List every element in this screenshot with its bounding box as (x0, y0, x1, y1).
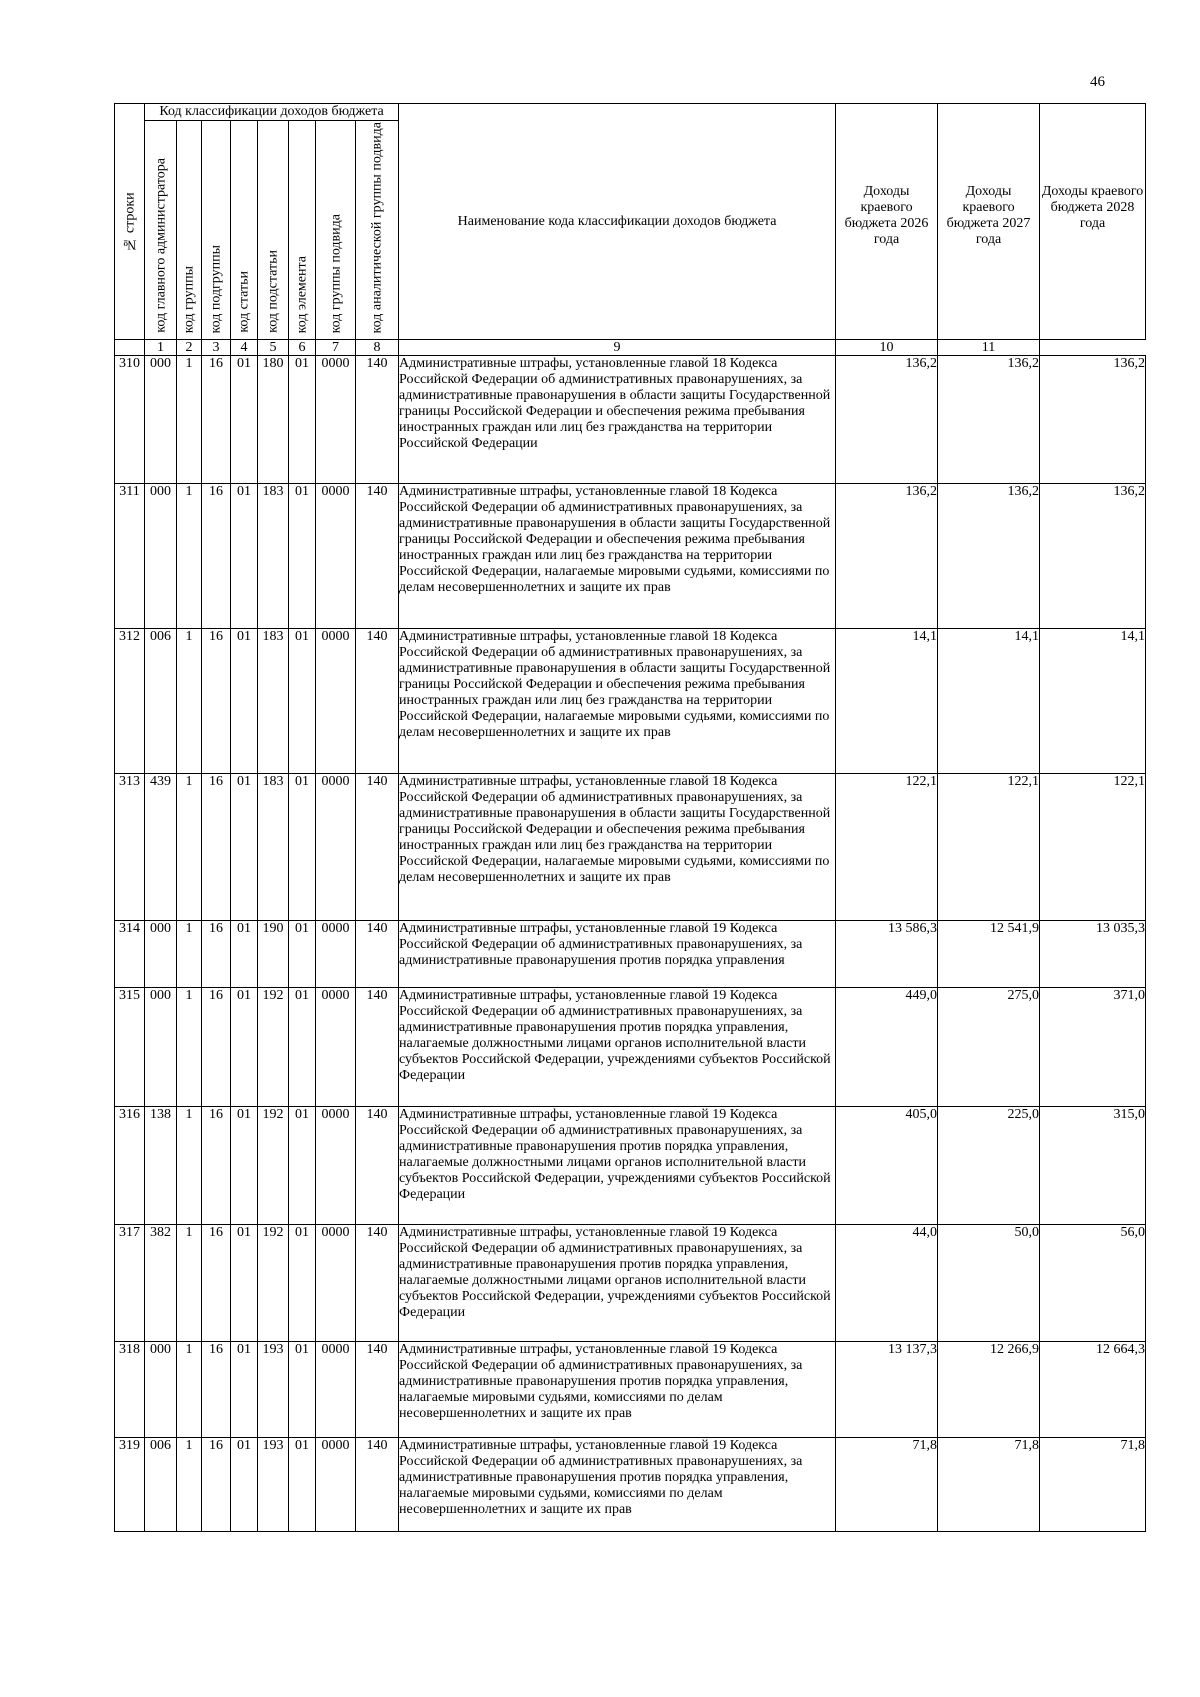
table-row (115, 1438, 1146, 1532)
code-cell: 01 (231, 774, 258, 921)
code-column-header-label: код группы (181, 265, 197, 333)
code-cell: 140 (356, 988, 399, 1107)
classification-code-group-header: Код классификации доходов бюджета (145, 104, 399, 121)
column-number: 8 (356, 340, 399, 356)
code-column-header (356, 121, 399, 340)
income-2028-cell: 71,8 (1040, 1438, 1146, 1532)
code-cell: 0000 (316, 774, 356, 921)
code-cell: 01 (289, 1107, 316, 1225)
code-cell: 16 (202, 774, 231, 921)
income-2026-cell: 44,0 (836, 1225, 938, 1342)
income-2027-cell: 12 541,9 (938, 921, 1040, 988)
code-cell: 16 (202, 356, 231, 484)
column-number: 3 (202, 340, 231, 356)
row-number-header: № строки (115, 104, 145, 340)
income-2027-cell: 14,1 (938, 629, 1040, 774)
code-cell: 1 (177, 1438, 202, 1532)
code-name-cell: Административные штрафы, установленные главой 19 Кодекса Российской Федерации об административных правонарушениях, за административные правонарушения против порядка управления, налагаемые мировыми судьями, комиссиями по делам несовершеннолетних и защите их прав (399, 1438, 836, 1532)
column-number: 5 (258, 340, 289, 356)
column-number: 2 (177, 340, 202, 356)
code-cell: 01 (289, 629, 316, 774)
code-cell: 140 (356, 356, 399, 484)
income-2027-cell: 50,0 (938, 1225, 1040, 1342)
income-2026-cell: 13 586,3 (836, 921, 938, 988)
income-2026-cell: 136,2 (836, 356, 938, 484)
code-cell: 01 (231, 484, 258, 629)
income-2026-cell: 405,0 (836, 1107, 938, 1225)
code-cell: 01 (289, 1225, 316, 1342)
column-number: 9 (399, 340, 836, 356)
code-cell: 0000 (316, 1107, 356, 1225)
row-number-cell: 319 (115, 1438, 145, 1532)
code-cell: 16 (202, 629, 231, 774)
code-cell: 193 (258, 1342, 289, 1438)
income-2028-cell: 122,1 (1040, 774, 1146, 921)
page-number: 46 (1090, 74, 1105, 90)
code-cell: 16 (202, 1438, 231, 1532)
code-cell: 1 (177, 1107, 202, 1225)
code-column-header (316, 121, 356, 340)
code-cell: 01 (231, 988, 258, 1107)
code-column-header-label: код аналитической группы подвида (369, 121, 385, 333)
budget-income-table (114, 103, 1146, 1532)
code-column-header-label: код группы подвида (328, 213, 343, 333)
income-2026-cell: 122,1 (836, 774, 938, 921)
code-cell: 0000 (316, 1438, 356, 1532)
code-name-cell: Административные штрафы, установленные главой 19 Кодекса Российской Федерации об административных правонарушениях, за административные правонарушения против порядка управления, налагаемые должностными лицами органов исполнительной власти субъектов Российской Федерации, учреждениями субъектов Российской Федерации (399, 1107, 836, 1225)
code-cell: 01 (289, 774, 316, 921)
income-2028-cell: 315,0 (1040, 1107, 1146, 1225)
income-2026-cell: 71,8 (836, 1438, 938, 1532)
code-name-cell: Административные штрафы, установленные главой 19 Кодекса Российской Федерации об административных правонарушениях, за административные правонарушения против порядка управления (399, 921, 836, 988)
row-number-cell: 311 (115, 484, 145, 629)
code-cell: 140 (356, 1342, 399, 1438)
code-cell: 16 (202, 921, 231, 988)
income-2026-header: Доходы краевого бюджета 2026 года (836, 104, 938, 340)
code-cell: 01 (289, 988, 316, 1107)
code-cell: 140 (356, 629, 399, 774)
table-row (115, 1225, 1146, 1342)
code-cell: 000 (145, 1342, 177, 1438)
code-cell: 140 (356, 1438, 399, 1532)
code-cell: 000 (145, 484, 177, 629)
table-row (115, 988, 1146, 1107)
column-number: 7 (316, 340, 356, 356)
row-number-cell: 316 (115, 1107, 145, 1225)
code-cell: 16 (202, 484, 231, 629)
code-cell: 01 (231, 921, 258, 988)
code-cell: 01 (231, 1342, 258, 1438)
code-cell: 16 (202, 988, 231, 1107)
code-cell: 000 (145, 921, 177, 988)
code-column-header (258, 121, 289, 340)
code-cell: 006 (145, 1438, 177, 1532)
code-cell: 140 (356, 1225, 399, 1342)
column-number: 1 (145, 340, 177, 356)
code-cell: 183 (258, 484, 289, 629)
code-cell: 0000 (316, 356, 356, 484)
code-cell: 1 (177, 356, 202, 484)
code-cell: 000 (145, 356, 177, 484)
code-name-cell: Административные штрафы, установленные главой 18 Кодекса Российской Федерации об административных правонарушениях, за административные правонарушения в области защиты Государственной границы Российской Федерации и обеспечения режима пребывания иностранных граждан или лиц без гражданства на территории Российской Федерации, налагаемые мировыми судьями, комиссиями по делам несовершеннолетних и защите их прав (399, 484, 836, 629)
table-row (115, 921, 1146, 988)
code-cell: 01 (231, 1438, 258, 1532)
code-name-cell: Административные штрафы, установленные главой 19 Кодекса Российской Федерации об административных правонарушениях, за административные правонарушения против порядка управления, налагаемые должностными лицами органов исполнительной власти субъектов Российской Федерации, учреждениями субъектов Российской Федерации (399, 1225, 836, 1342)
row-number-cell: 318 (115, 1342, 145, 1438)
code-cell: 439 (145, 774, 177, 921)
table-row (115, 356, 1146, 484)
code-cell: 138 (145, 1107, 177, 1225)
income-2027-cell: 136,2 (938, 356, 1040, 484)
code-cell: 1 (177, 1342, 202, 1438)
code-cell: 183 (258, 629, 289, 774)
income-2026-cell: 14,1 (836, 629, 938, 774)
code-name-header: Наименование кода классификации доходов бюджета (399, 104, 836, 340)
code-cell: 01 (289, 921, 316, 988)
row-number-cell: 315 (115, 988, 145, 1107)
code-cell: 000 (145, 988, 177, 1107)
income-2027-cell: 275,0 (938, 988, 1040, 1107)
income-2026-cell: 136,2 (836, 484, 938, 629)
income-2028-cell: 371,0 (1040, 988, 1146, 1107)
code-cell: 006 (145, 629, 177, 774)
code-cell: 1 (177, 1225, 202, 1342)
code-name-cell: Административные штрафы, установленные главой 19 Кодекса Российской Федерации об административных правонарушениях, за административные правонарушения против порядка управления, налагаемые мировыми судьями, комиссиями по делам несовершеннолетних и защите их прав (399, 1342, 836, 1438)
code-cell: 140 (356, 774, 399, 921)
income-2026-cell: 449,0 (836, 988, 938, 1107)
column-number: 11 (938, 340, 1040, 356)
code-cell: 0000 (316, 1225, 356, 1342)
code-cell: 140 (356, 1107, 399, 1225)
income-2027-cell: 71,8 (938, 1438, 1040, 1532)
income-2028-cell: 136,2 (1040, 484, 1146, 629)
column-number: 6 (289, 340, 316, 356)
row-number-cell: 312 (115, 629, 145, 774)
table-row (115, 1342, 1146, 1438)
table-row (115, 1107, 1146, 1225)
code-cell: 01 (231, 1107, 258, 1225)
income-2028-cell: 136,2 (1040, 356, 1146, 484)
row-number-cell: 314 (115, 921, 145, 988)
code-column-header-label: код статьи (236, 271, 252, 333)
code-name-cell: Административные штрафы, установленные главой 18 Кодекса Российской Федерации об административных правонарушениях, за административные правонарушения в области защиты Государственной границы Российской Федерации и обеспечения режима пребывания иностранных граждан или лиц без гражданства на территории Российской Федерации, налагаемые мировыми судьями, комиссиями по делам несовершеннолетних и защите их прав (399, 774, 836, 921)
code-column-header (231, 121, 258, 340)
code-cell: 01 (289, 1342, 316, 1438)
income-2027-cell: 12 266,9 (938, 1342, 1040, 1438)
code-column-header-label: код подгруппы (208, 244, 224, 333)
code-cell: 140 (356, 484, 399, 629)
table-row (115, 629, 1146, 774)
code-cell: 16 (202, 1225, 231, 1342)
code-cell: 01 (231, 1225, 258, 1342)
code-cell: 1 (177, 484, 202, 629)
code-name-cell: Административные штрафы, установленные главой 18 Кодекса Российской Федерации об административных правонарушениях, за административные правонарушения в области защиты Государственной границы Российской Федерации и обеспечения режима пребывания иностранных граждан или лиц без гражданства на территории Российской Федерации, налагаемые мировыми судьями, комиссиями по делам несовершеннолетних и защите их прав (399, 629, 836, 774)
code-column-header (177, 121, 202, 340)
code-cell: 01 (289, 484, 316, 629)
code-column-header (145, 121, 177, 340)
row-number-cell: 317 (115, 1225, 145, 1342)
code-cell: 01 (231, 356, 258, 484)
income-2027-cell: 136,2 (938, 484, 1040, 629)
column-number-row (115, 340, 1146, 356)
code-cell: 0000 (316, 988, 356, 1107)
code-cell: 0000 (316, 921, 356, 988)
code-cell: 140 (356, 921, 399, 988)
income-2028-header: Доходы краевого бюджета 2028 года (1040, 104, 1146, 340)
code-cell: 1 (177, 921, 202, 988)
code-column-header-label: код главного администратора (153, 158, 168, 333)
income-2028-cell: 56,0 (1040, 1225, 1146, 1342)
column-number: 10 (836, 340, 938, 356)
code-cell: 382 (145, 1225, 177, 1342)
code-column-header (202, 121, 231, 340)
income-2028-cell: 14,1 (1040, 629, 1146, 774)
code-name-cell: Административные штрафы, установленные главой 19 Кодекса Российской Федерации об административных правонарушениях, за административные правонарушения против порядка управления, налагаемые должностными лицами органов исполнительной власти субъектов Российской Федерации, учреждениями субъектов Российской Федерации (399, 988, 836, 1107)
income-2027-cell: 225,0 (938, 1107, 1040, 1225)
code-cell: 183 (258, 774, 289, 921)
row-number-cell: 310 (115, 356, 145, 484)
code-cell: 1 (177, 988, 202, 1107)
table-row (115, 774, 1146, 921)
income-2027-cell: 122,1 (938, 774, 1040, 921)
code-cell: 01 (289, 1438, 316, 1532)
income-2026-cell: 13 137,3 (836, 1342, 938, 1438)
income-2028-cell: 12 664,3 (1040, 1342, 1146, 1438)
code-name-cell: Административные штрафы, установленные главой 18 Кодекса Российской Федерации об административных правонарушениях, за административные правонарушения в области защиты Государственной границы Российской Федерации и обеспечения режима пребывания иностранных граждан или лиц без гражданства на территории Российской Федерации (399, 356, 836, 484)
code-cell: 193 (258, 1438, 289, 1532)
income-2027-header: Доходы краевого бюджета 2027 года (938, 104, 1040, 340)
code-column-header-label: код элемента (294, 255, 310, 333)
code-cell: 190 (258, 921, 289, 988)
code-cell: 192 (258, 1107, 289, 1225)
code-cell: 0000 (316, 484, 356, 629)
income-2028-cell: 13 035,3 (1040, 921, 1146, 988)
code-cell: 192 (258, 988, 289, 1107)
code-cell: 16 (202, 1107, 231, 1225)
code-cell: 16 (202, 1342, 231, 1438)
code-column-header (289, 121, 316, 340)
code-cell: 0000 (316, 1342, 356, 1438)
code-cell: 1 (177, 629, 202, 774)
table-row (115, 484, 1146, 629)
code-cell: 180 (258, 356, 289, 484)
column-number: 4 (231, 340, 258, 356)
code-cell: 1 (177, 774, 202, 921)
code-cell: 0000 (316, 629, 356, 774)
code-cell: 01 (231, 629, 258, 774)
code-cell: 01 (289, 356, 316, 484)
column-number-blank (115, 340, 145, 356)
code-column-header-label: код подстатьи (265, 250, 281, 333)
row-number-cell: 313 (115, 774, 145, 921)
code-cell: 192 (258, 1225, 289, 1342)
